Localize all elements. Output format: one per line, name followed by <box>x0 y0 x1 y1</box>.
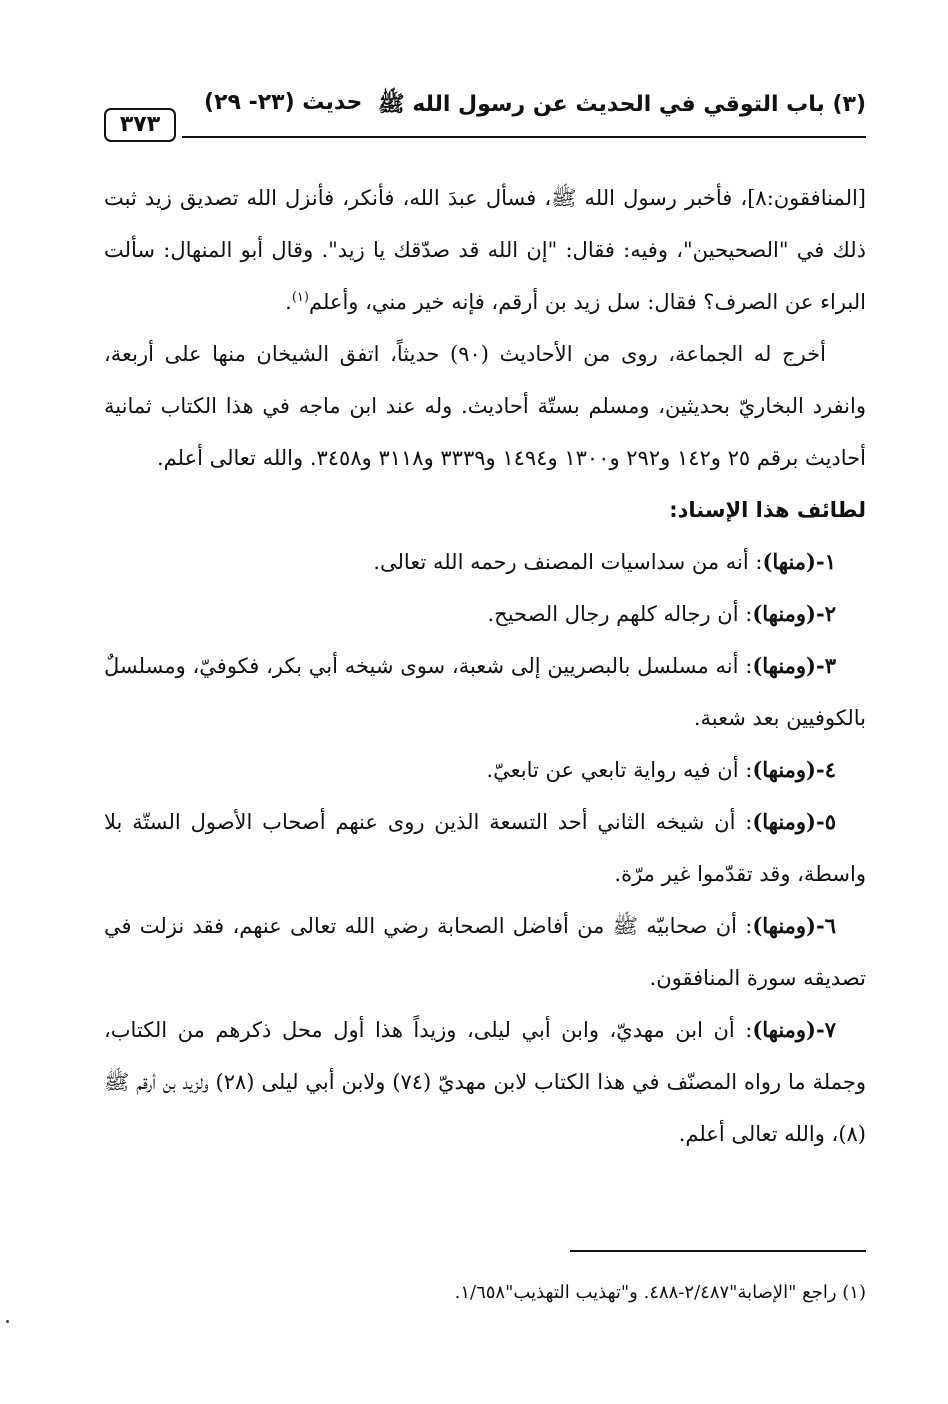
list-item-label: ٣-(ومنها) <box>752 653 836 678</box>
list-item-label: ٥-(ومنها) <box>752 809 836 834</box>
scan-speck <box>6 1320 9 1323</box>
list-item-label: ١-(منها) <box>762 549 836 574</box>
paragraph-1-text: [المنافقون:٨]، فأخبر رسول الله ﷺ، فسأل عبدَ الله، فأنكر، فأنزل الله تصديق زيد ثبت ذلك في "الصحيحين"، وفيه: فقال: "إن الله قد صدّقك يا زيد". وقال أبو المنهال: سألت البراء عن الصرف؟ فقال: سل زيد بن أرقم، فإنه خير مني، وأعلم <box>104 186 866 314</box>
paragraph-1 <box>104 172 866 328</box>
list-item-2 <box>104 588 866 640</box>
list-item-text: : أن ابن مهديّ، وابن أبي ليلى، وزيداً هذا أول محل ذكرهم من الكتاب، وجملة ما رواه المصنّف في هذا الكتاب لابن مهديّ (٧٤) ولابن أبي ليلى (٢٨) ولزيد بن أرقم ﷺ (٨)، والله تعالى أعلم. <box>104 1018 866 1146</box>
list-item-text: : أنه من سداسيات المصنف رحمه الله تعالى. <box>373 550 763 574</box>
page-header <box>104 80 866 150</box>
list-item-3 <box>104 640 866 744</box>
list-item-7 <box>104 1004 866 1160</box>
paragraph-1-end: . <box>285 290 292 314</box>
list-item-text: : أن شيخه الثاني أحد التسعة الذين روى عنهم أصحاب الأصول الستّة بلا واسطة، وقد تقدّموا غير مرّة. <box>104 810 866 886</box>
list-item-text: : أن صحابيّه ﷺ من أفاضل الصحابة رضي الله تعالى عنهم، فقد نزلت في تصديقه سورة المنافقون. <box>104 914 866 990</box>
list-item-text: : أن رجاله كلهم رجال الصحيح. <box>487 602 753 626</box>
chapter-title: (٣) باب التوقي في الحديث عن رسول الله ﷺ <box>378 92 866 117</box>
list-item-text: : أنه مسلسل بالبصريين إلى شعبة، سوى شيخه أبي بكر، فكوفيّ، ومسلسلٌ بالكوفيين بعد شعبة. <box>104 654 866 730</box>
list-item-6 <box>104 900 866 1004</box>
list-item-label: ٦-(ومنها) <box>752 913 836 938</box>
footnote-reference[interactable]: (١) <box>291 290 309 305</box>
header-divider <box>182 136 866 138</box>
list-item-label: ٧-(ومنها) <box>752 1017 836 1042</box>
footnote-divider <box>570 1250 866 1252</box>
list-item-4 <box>104 744 866 796</box>
main-text <box>104 172 866 1160</box>
list-item-5 <box>104 796 866 900</box>
paragraph-2: أخرج له الجماعة، روى من الأحاديث (٩٠) حديثاً، اتفق الشيخان منها على أربعة، وانفرد البخاريّ بحديثين، ومسلم بستّة أحاديث. وله عند ابن ماجه في هذا الكتاب ثمانية أحاديث برقم ٢٥ و١٤٢ و٢٩٢ و١٣٠٠ و١٤٩٤ و٣٣٣٩ و٣١١٨ و٣٤٥٨. والله تعالى أعلم. <box>104 342 866 470</box>
page-number: ٣٧٣ <box>104 108 176 142</box>
list-item-1 <box>104 536 866 588</box>
footnote: (١) راجع "الإصابة"٢/٤٨٧-٤٨٨. و"تهذيب التهذيب"١/٦٥٨. <box>454 1282 866 1303</box>
hadith-range: حديث (٢٣- ٢٩) <box>204 90 363 115</box>
list-item-label: ٢-(ومنها) <box>752 601 836 626</box>
list-item-label: ٤-(ومنها) <box>752 757 836 782</box>
section-title: لطائف هذا الإسناد: <box>669 498 866 522</box>
list-item-text: : أن فيه رواية تابعي عن تابعيّ. <box>486 758 753 782</box>
